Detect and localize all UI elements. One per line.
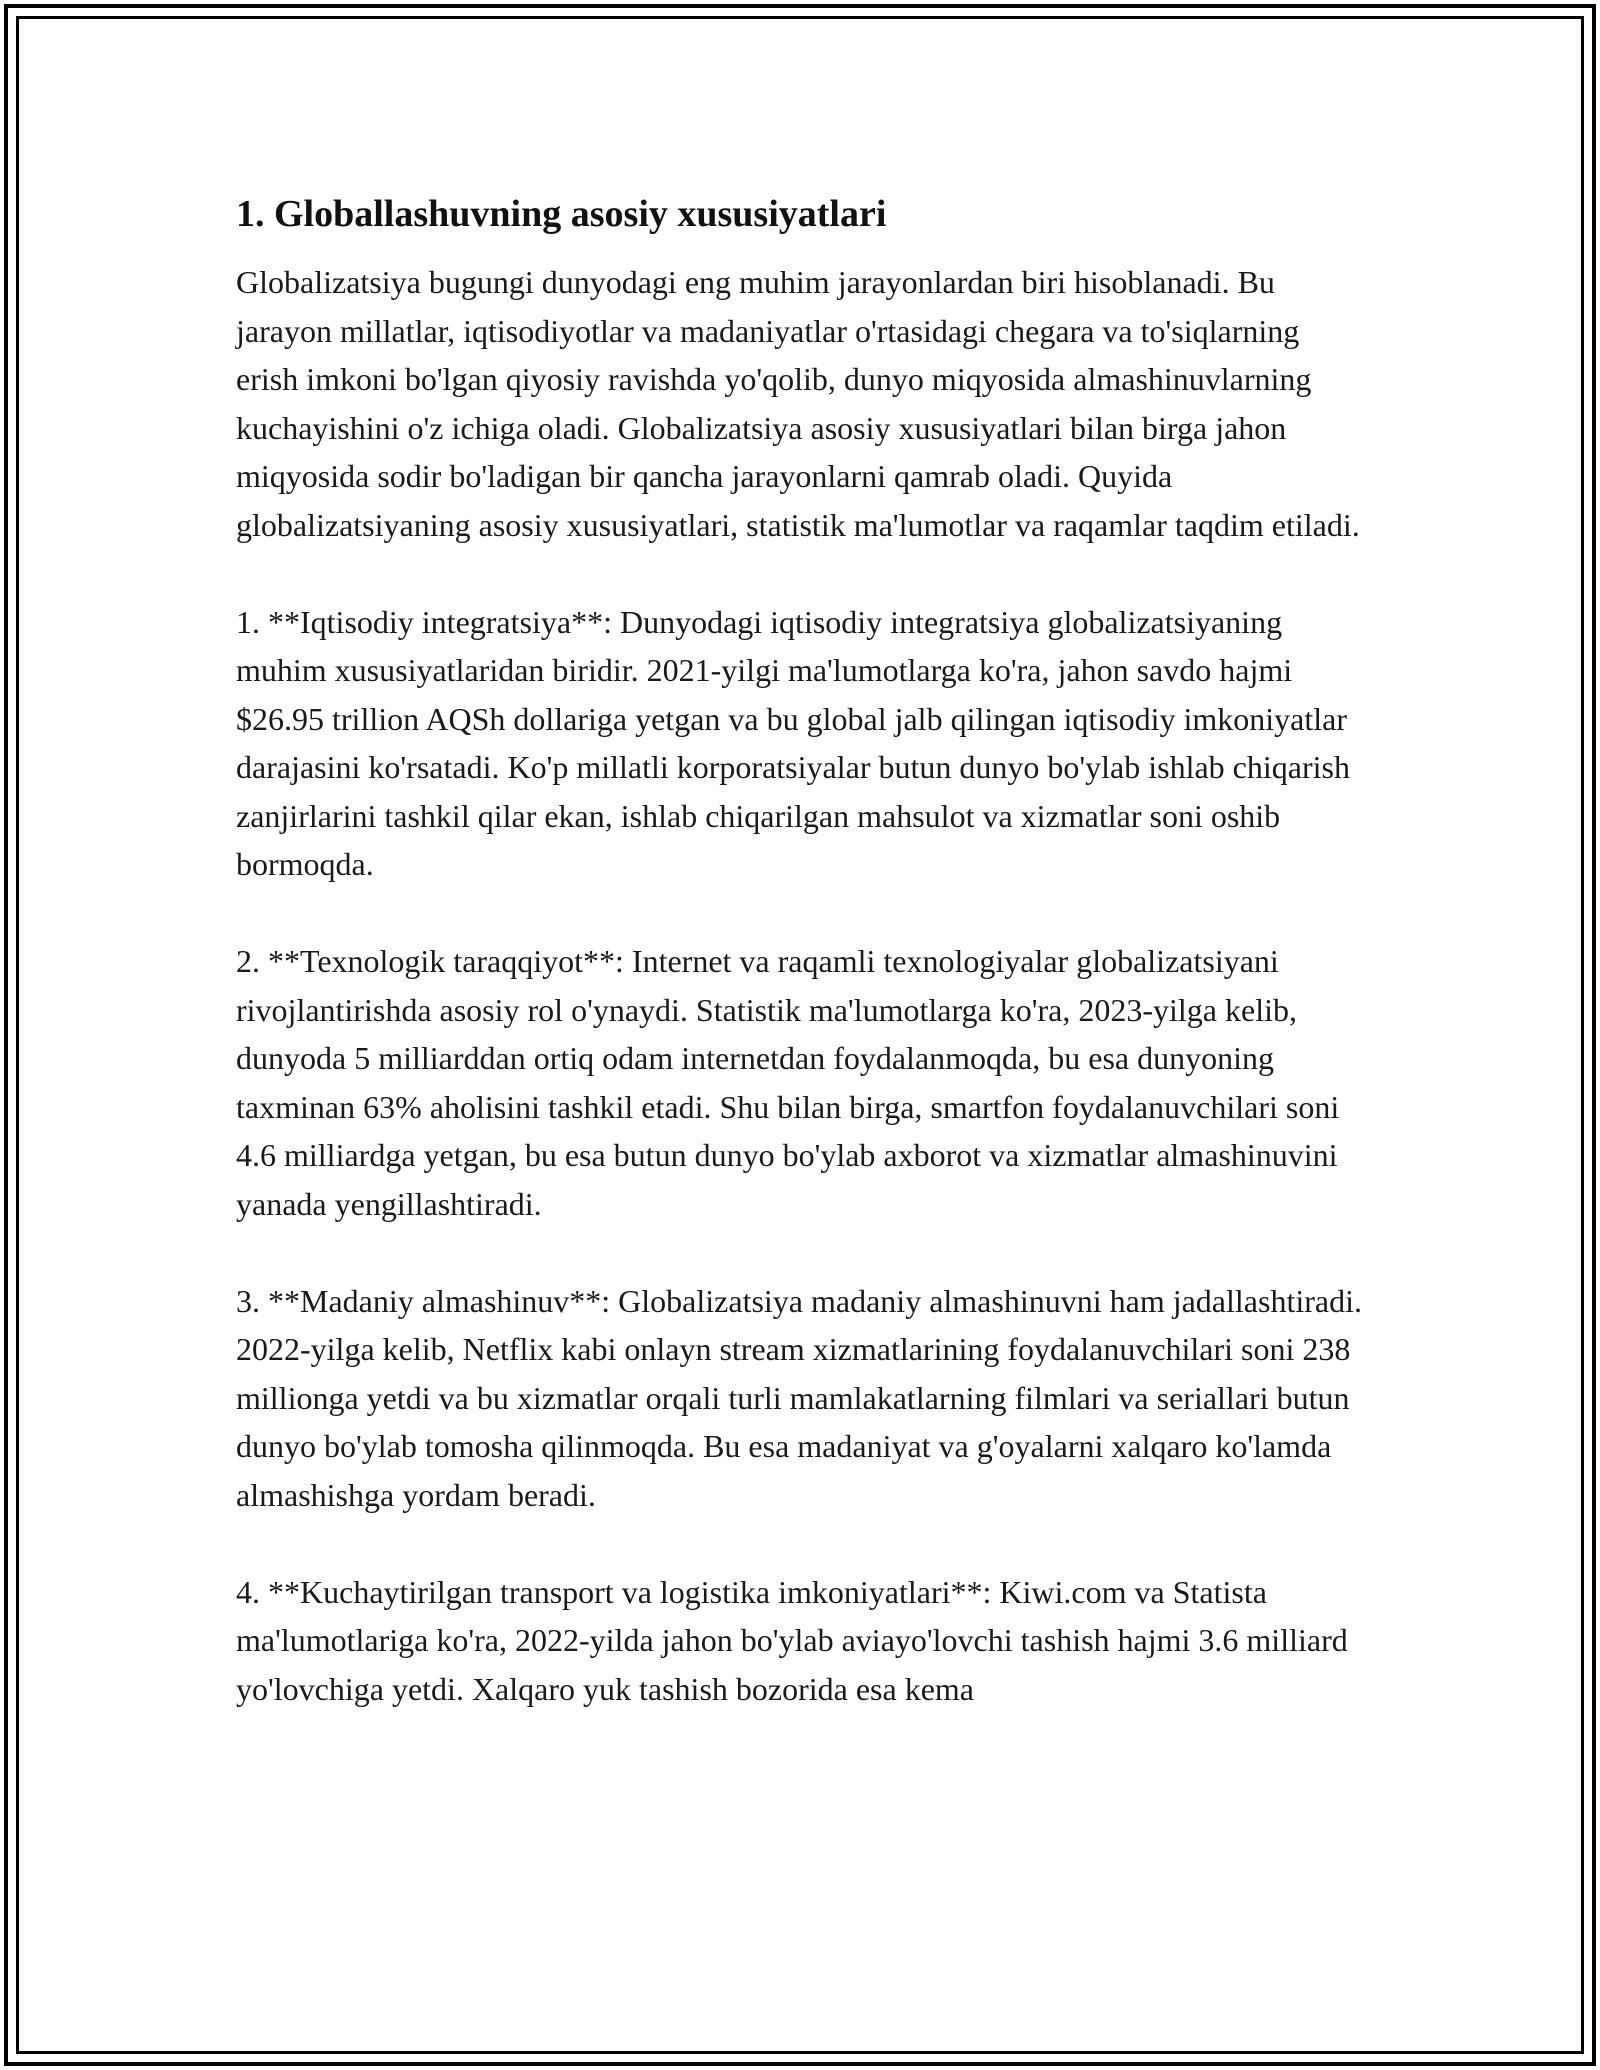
paragraph-technological-progress: 2. **Texnologik taraqqiyot**: Internet va raqamli texnologiyalar globalizatsiyani rivojlantirishda asosiy rol o'ynaydi. Statistik ma'lumotlarga ko'ra, 2023-yilga kelib, dunyoda 5 milliarddan ortiq odam internetdan foydalanmoqda, bu esa dunyoning taxminan 63% aholisini tashkil etadi. Shu bilan birga, smartfon foydalanuvchilari soni 4.6 milliardga yetgan, bu esa butun dunyo bo'ylab axborot va xizmatlar almashinuvini yanada yengillashtiradi. <box>236 943 1340 1222</box>
paragraph-cultural-exchange: 3. **Madaniy almashinuv**: Globalizatsiya madaniy almashinuvni ham jadallashtiradi. 2022-yilga kelib, Netflix kabi onlayn stream xizmatlarining foydalanuvchilari soni 238 millionga yetdi va bu xizmatlar orqali turli mamlakatlarning filmlari va seriallari butun dunyo bo'ylab tomosha qilinmoqda. Bu esa madaniyat va g'oyalarni xalqaro ko'lamda almashishga yordam beradi. <box>236 1282 1362 1513</box>
section-title: 1. Globallashuvning asosiy xususiyatlari <box>236 193 887 235</box>
paragraph-economic-integration: 1. **Iqtisodiy integratsiya**: Dunyodagi iqtisodiy integratsiya globalizatsiyaning muhim xususiyatlaridan biridir. 2021-yilgi ma'lumotlarga ko'ra, jahon savdo hajmi $26.95 trillion AQSh dollariga yetgan va bu global jalb qilingan iqtisodiy imkoniyatlar darajasini ko'rsatadi. Ko'p millatli korporatsiyalar butun dunyo bo'ylab ishlab chiqarish zanjirlarini tashkil qilar ekan, ishlab chiqarilgan mahsulot va xizmatlar soni oshib bormoqda. <box>236 603 1350 882</box>
paragraph-transport-logistics: 4. **Kuchaytirilgan transport va logistika imkoniyatlari**: Kiwi.com va Statista ma'lumotlariga ko'ra, 2022-yilda jahon bo'ylab aviayo'lovchi tashish hajmi 3.6 milliard yo'lovchiga yetdi. Xalqaro yuk tashish bozorida esa kema <box>236 1573 1348 1707</box>
document-body <box>236 186 1366 1762</box>
paragraph-intro: Globalizatsiya bugungi dunyodagi eng muhim jarayonlardan biri hisoblanadi. Bu jarayon millatlar, iqtisodiyotlar va madaniyatlar o'rtasidagi chegara va to'siqlarning erish imkoni bo'lgan qiyosiy ravishda yo'qolib, dunyo miqyosida almashinuvlarning kuchayishini o'z ichiga oladi. Globalizatsiya asosiy xususiyatlari bilan birga jahon miqyosida sodir bo'ladigan bir qancha jarayonlarni qamrab oladi. Quyida globalizatsiyaning asosiy xususiyatlari, statistik ma'lumotlar va raqamlar taqdim etiladi. <box>236 264 1360 543</box>
